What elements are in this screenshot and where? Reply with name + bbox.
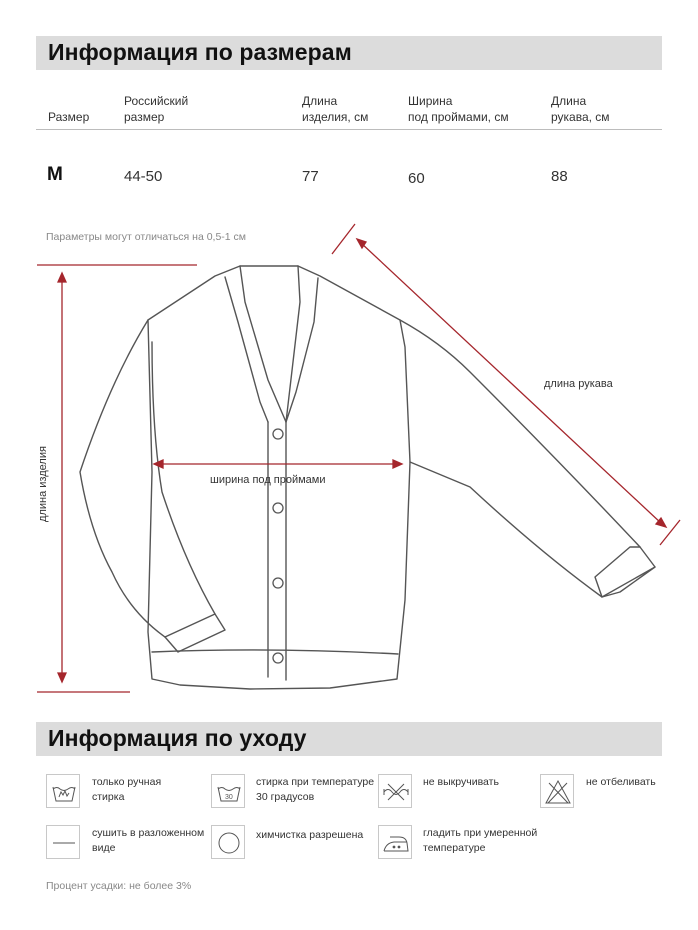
hand-wash-text: только ручная стирка <box>92 776 162 803</box>
col-header-width: Ширина под проймами, см <box>408 94 509 124</box>
button-3 <box>273 578 283 588</box>
no-wring-icon <box>378 774 412 808</box>
wash-30-text: стирка при температуре 30 градусов <box>256 776 375 803</box>
col-header-size: Размер <box>48 110 90 124</box>
width-value: 60 <box>408 170 425 187</box>
col-header-sleeve: Длина рукава, см <box>551 94 610 124</box>
dry-clean-text: химчистка разрешена <box>256 829 364 841</box>
iron-medium-text: гладить при умеренной температуре <box>423 827 538 854</box>
dry-clean-icon <box>211 825 245 859</box>
dry-flat-text: сушить в разложенном виде <box>92 827 205 854</box>
ru-size-value: 44-50 <box>124 168 163 185</box>
size-info-header <box>36 36 662 70</box>
button-2 <box>273 503 283 513</box>
no-wring-text: не выкручивать <box>423 776 499 788</box>
cardigan-placket <box>268 422 286 680</box>
no-bleach-icon <box>540 774 574 808</box>
care-info-header <box>36 722 662 756</box>
col-header-length: Длина изделия, см <box>302 94 369 124</box>
col-header-ru-size: Российский размер <box>124 94 189 124</box>
size-value: M <box>47 164 63 185</box>
button-4 <box>273 653 283 663</box>
size-info-title: Информация по размерам <box>48 39 352 65</box>
iron-medium-icon <box>378 825 412 859</box>
dry-flat-icon <box>46 825 80 859</box>
sleeve-label: длина рукава <box>544 378 613 390</box>
no-bleach-text: не отбеливать <box>586 776 656 788</box>
svg-text:30: 30 <box>225 794 233 801</box>
wash-30-icon <box>211 774 245 808</box>
sleeve-arrow <box>360 242 662 524</box>
length-label: длина изделия <box>37 446 49 522</box>
cardigan-diagram <box>0 222 698 702</box>
table-divider <box>36 129 662 130</box>
sleeve-guide-top <box>332 224 355 254</box>
length-value: 77 <box>302 168 319 185</box>
care-info-title: Информация по уходу <box>48 725 307 751</box>
sleeve-value: 88 <box>551 168 568 185</box>
cardigan-collar <box>240 266 300 422</box>
tolerance-note: Параметры могут отличаться на 0,5-1 см <box>46 231 247 243</box>
right-sleeve-outline <box>400 320 655 597</box>
button-1 <box>273 429 283 439</box>
hand-wash-icon <box>46 774 80 808</box>
width-label: ширина под проймами <box>210 474 326 486</box>
shrink-note: Процент усадки: не более 3% <box>46 880 192 892</box>
left-sleeve-outline <box>80 320 215 637</box>
